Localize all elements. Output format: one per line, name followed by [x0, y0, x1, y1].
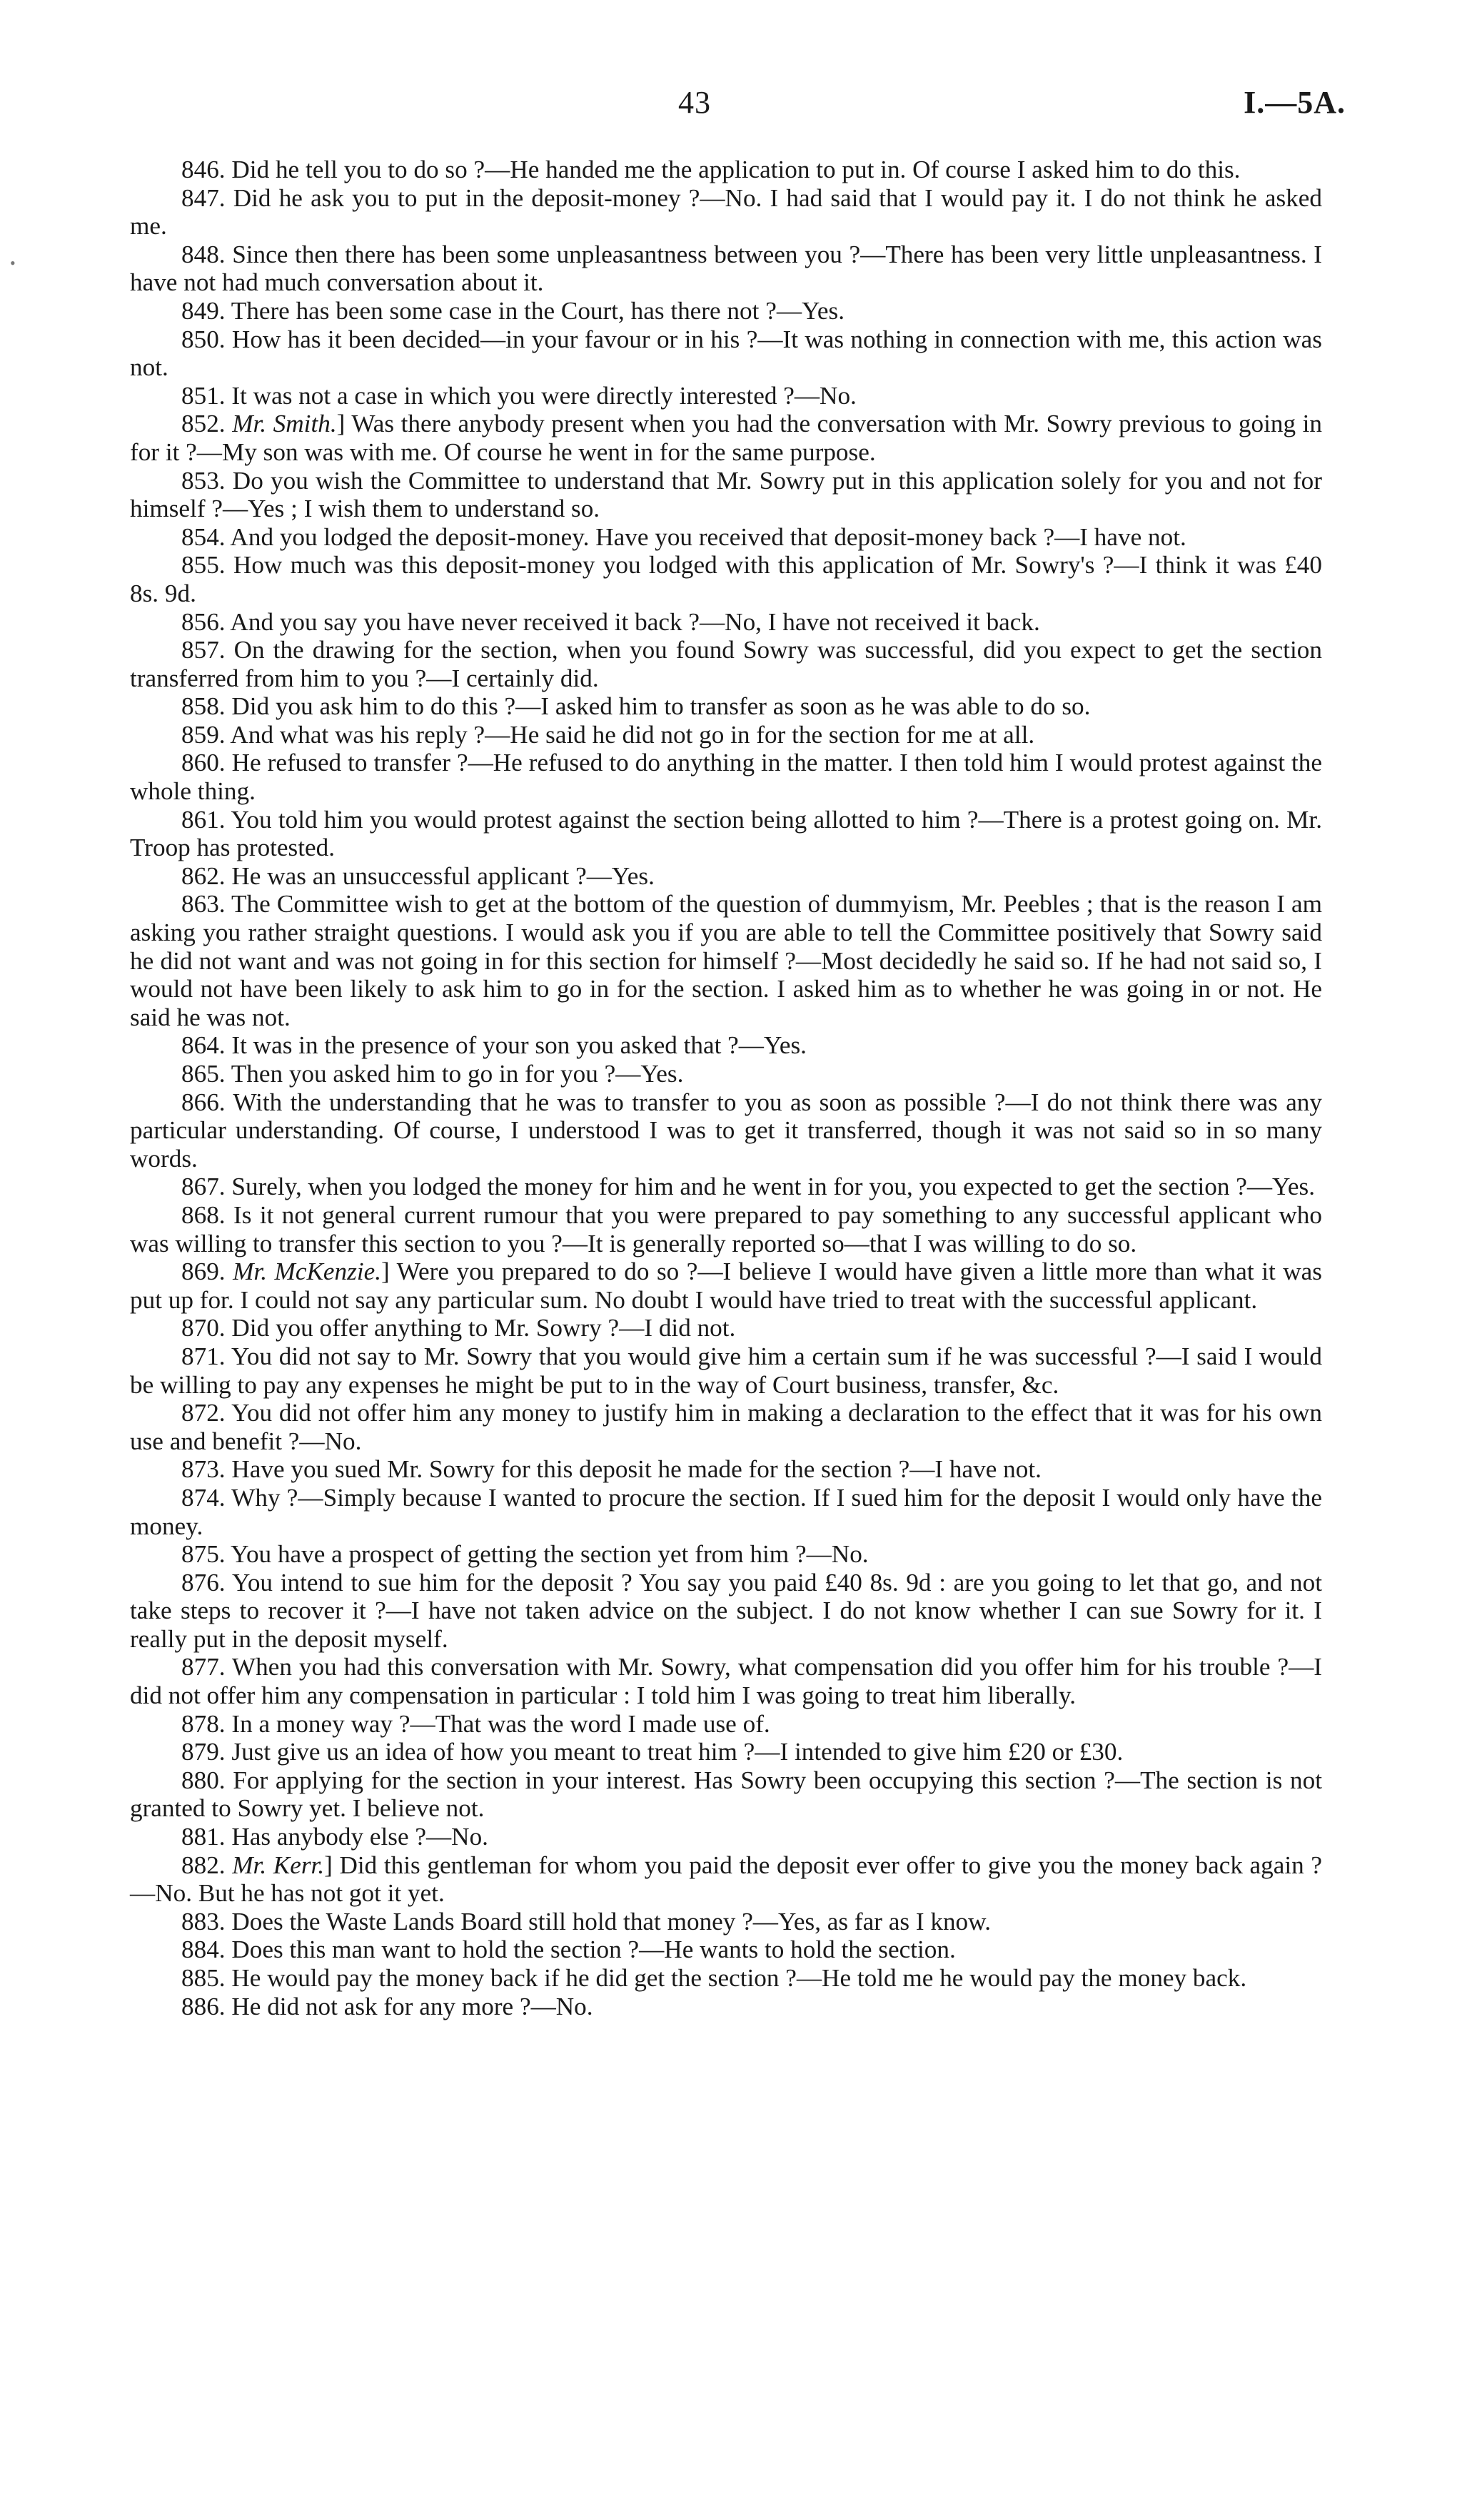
entry-number: 869.	[181, 1258, 226, 1286]
speaker-name: Mr. Kerr.	[232, 1851, 325, 1879]
qa-878: 878. In a money way ?—That was the word I made use of.	[181, 1709, 770, 1738]
qa-850: 850. How has it been decided—in your favour or in his ?—It was nothing in connection with me, this action was not.	[130, 325, 1322, 382]
qa-852	[130, 410, 1322, 466]
qa-855: 855. How much was this deposit-money you lodged with this application of Mr. Sowry's ?—I think it was £40 8s. 9d.	[130, 551, 1322, 607]
qa-851: 851. It was not a case in which you were directly interested ?—No.	[181, 381, 857, 410]
qa-857: 857. On the drawing for the section, when you found Sowry was successful, did you expect to get the section transferred from him to you ?—I certainly did.	[130, 636, 1322, 692]
qa-865: 865. Then you asked him to go in for you ?—Yes.	[181, 1060, 684, 1088]
entry-number: 882.	[181, 1851, 226, 1879]
qa-870: 870. Did you offer anything to Mr. Sowry ?—I did not.	[181, 1314, 736, 1342]
qa-877: 877. When you had this conversation with Mr. Sowry, what compensation did you offer him for his trouble ?—I did not offer him any compensation in particular : I told him I was going to treat him liberally.	[130, 1653, 1322, 1710]
qa-848: 848. Since then there has been some unpleasantness between you ?—There has been very little unpleasantness. I have not had much conversation about it.	[130, 240, 1322, 297]
qa-876: 876. You intend to sue him for the deposit ? You say you paid £40 8s. 9d : are you going to let that go, and not take steps to recover it ?—I have not taken advice on the subject. I do not know whether I can sue Sowry for it. I really put in the deposit myself.	[130, 1568, 1322, 1653]
qa-880: 880. For applying for the section in your interest. Has Sowry been occupying this section ?—The section is not granted to Sowry yet. I believe not.	[130, 1766, 1322, 1823]
qa-858: 858. Did you ask him to do this ?—I asked him to transfer as soon as he was able to do so.	[181, 692, 1091, 721]
qa-860: 860. He refused to transfer ?—He refused to do anything in the matter. I then told him I would protest against the whole thing.	[130, 749, 1322, 806]
speaker-name: Mr. McKenzie.	[233, 1258, 382, 1286]
qa-869	[130, 1258, 1322, 1314]
qa-859: 859. And what was his reply ?—He said he did not go in for the section for me at all.	[181, 720, 1035, 749]
qa-884: 884. Does this man want to hold the section ?—He wants to hold the section.	[181, 1935, 956, 1964]
qa-873: 873. Have you sued Mr. Sowry for this deposit he made for the section ?—I have not.	[181, 1455, 1042, 1484]
qa-886: 886. He did not ask for any more ?—No.	[181, 1992, 593, 2020]
qa-846: 846. Did he tell you to do so ?—He handed me the application to put in. Of course I asked him to do this.	[181, 156, 1241, 183]
qa-871: 871. You did not say to Mr. Sowry that you would give him a certain sum if he was successful ?—I said I would be willing to pay any expenses he might be put to in the way of Court business, transfer, &c.	[130, 1342, 1322, 1399]
qa-881: 881. Has anybody else ?—No.	[181, 1823, 488, 1851]
qa-882	[130, 1851, 1322, 1908]
qa-856: 856. And you say you have never received it back ?—No, I have not received it back.	[181, 607, 1040, 636]
qa-853: 853. Do you wish the Committee to understand that Mr. Sowry put in this application solely for you and not for himself ?—Yes ; I wish them to understand so.	[130, 466, 1322, 523]
qa-885: 885. He would pay the money back if he did get the section ?—He told me he would pay the money back.	[181, 1964, 1247, 1992]
qa-866: 866. With the understanding that he was to transfer to you as soon as possible ?—I do not think there was any particular understanding. Of course, I understood I was to get it transferred, though it was not said so in so many words.	[130, 1088, 1322, 1173]
qa-863: 863. The Committee wish to get at the bottom of the question of dummyism, Mr. Peebles ; that is the reason I am asking you rather straight questions. I would ask you if you are able to tell the Committee positively that Sowry said he did not want and was not going in for this section for himself ?—Most decidedly he said so. If he had not said so, I would not have been likely to ask him to go in for the section. I asked him as to whether he was going in or not. He said he was not.	[130, 890, 1322, 1031]
qa-879: 879. Just give us an idea of how you meant to treat him ?—I intended to give him £20 or £30.	[181, 1738, 1124, 1766]
paper-code: I.—5A.	[1244, 85, 1346, 120]
qa-849: 849. There has been some case in the Court, has there not ?—Yes.	[181, 296, 845, 325]
qa-874: 874. Why ?—Simply because I wanted to procure the section. If I sued him for the deposit I would only have the money.	[130, 1483, 1322, 1540]
page-number: 43	[678, 85, 711, 120]
entry-text: ] Did this gentleman for whom you paid the deposit ever offer to give you the money back again ?—No. But he has not got it yet.	[130, 1851, 1322, 1908]
entry-text: ] Was there anybody present when you had the conversation with Mr. Sowry previous to going in for it ?—My son was with me. Of course he went in for the same purpose.	[130, 410, 1323, 466]
qa-875: 875. You have a prospect of getting the section yet from him ?—No.	[181, 1540, 869, 1569]
qa-862: 862. He was an unsuccessful applicant ?—Yes.	[181, 861, 655, 890]
page-header	[0, 77, 1467, 134]
qa-867: 867. Surely, when you lodged the money for him and he went in for you, you expected to get the section ?—Yes.	[181, 1173, 1316, 1201]
qa-883: 883. Does the Waste Lands Board still hold that money ?—Yes, as far as I know.	[181, 1907, 992, 1935]
qa-854: 854. And you lodged the deposit-money. Have you received that deposit-money back ?—I have not.	[181, 522, 1186, 551]
speaker-name: Mr. Smith.	[232, 410, 337, 438]
qa-872: 872. You did not offer him any money to justify him in making a declaration to the effect that it was for his own use and benefit ?—No.	[130, 1399, 1322, 1455]
margin-mark: •	[10, 254, 16, 272]
testimony-body	[130, 156, 1322, 2020]
qa-864: 864. It was in the presence of your son you asked that ?—Yes.	[181, 1031, 807, 1060]
qa-861: 861. You told him you would protest against the section being allotted to him ?—There is a protest going on. Mr. Troop has protested.	[130, 805, 1322, 862]
entry-text: ] Were you prepared to do so ?—I believe I would have given a little more than what it was put up for. I could not say any particular sum. No doubt I would have tried to treat with the successful applicant.	[130, 1258, 1322, 1314]
entry-number: 852.	[181, 410, 226, 438]
qa-868: 868. Is it not general current rumour that you were prepared to pay something to any successful applicant who was willing to transfer this section to you ?—It is generally reported so—that I was willing to do so.	[130, 1200, 1322, 1258]
qa-847: 847. Did he ask you to put in the deposit-money ?—No. I had said that I would pay it. I do not think he asked me.	[130, 183, 1322, 241]
